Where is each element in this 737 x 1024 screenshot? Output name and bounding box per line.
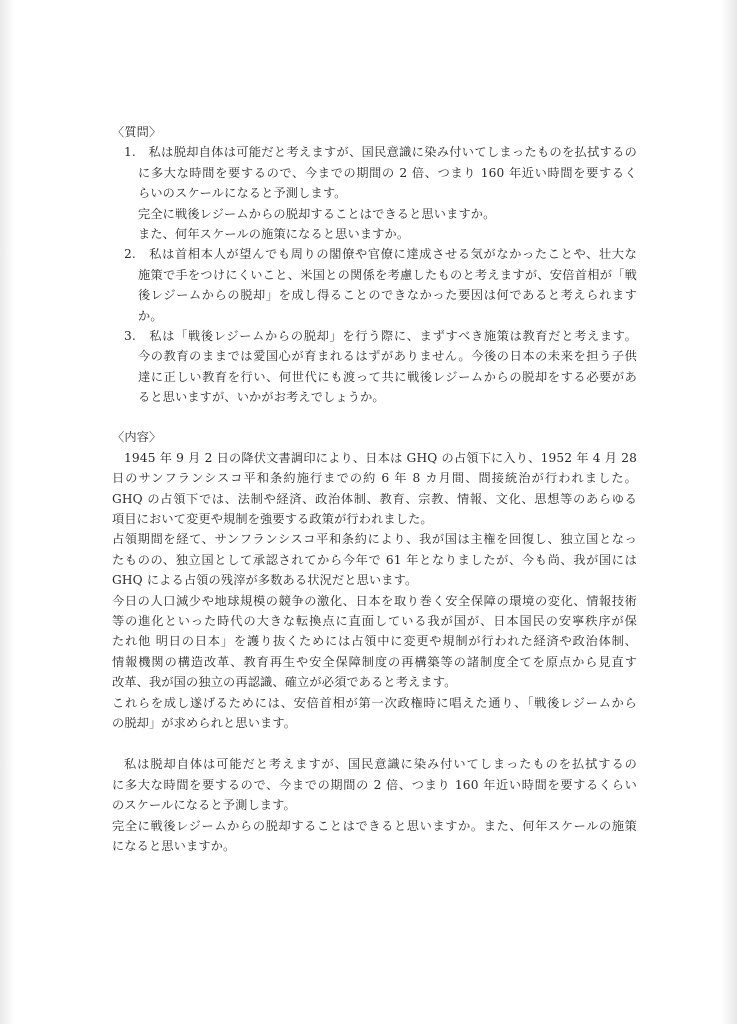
question-line: に多大な時間を要するので、今までの期間の 2 倍、つまり 160 年近い時間を要するく bbox=[138, 165, 637, 180]
content-line: これらを成し遂げるためには、安倍首相が第一次政権時に唱えた通り、「戦後レジームから bbox=[112, 695, 637, 710]
content-line: 等の進化といった時代の大きな転換点に直面している我が国が、日本国民の安寧秩序が保 bbox=[112, 613, 637, 628]
section-gap bbox=[112, 733, 637, 754]
question-line: 完全に戦後レジームからの脱却することはできると思いますか。 bbox=[138, 206, 496, 221]
page-edge-left bbox=[0, 0, 14, 1024]
question-line: 3. 私は「戦後レジームからの脱却」を行う際に、まずすべき施策は教育だと考えます。 bbox=[124, 328, 637, 343]
closing-section bbox=[112, 754, 637, 856]
section-gap bbox=[112, 407, 637, 427]
content-line: GHQ による占領の残滓が多数ある状況だと思います。 bbox=[112, 573, 418, 588]
content-heading: 〈内容〉 bbox=[112, 430, 162, 445]
content-line: 改革、我が国の独立の再認識、確立が必須であると考えます。 bbox=[112, 675, 457, 690]
content-line: 項目において変更や規制を強要する政策が行われました。 bbox=[112, 512, 433, 527]
question-line: か。 bbox=[138, 308, 163, 323]
content-section bbox=[112, 448, 637, 733]
content-line: 情報機関の構造改革、教育再生や安全保障制度の再構築等の諸制度全てを原点から見直す bbox=[112, 654, 637, 669]
closing-line: に多大な時間を要するので、今までの期間の 2 倍、つまり 160 年近い時間を要するくらい bbox=[112, 777, 637, 792]
page-edge-right bbox=[721, 0, 737, 1024]
content-line: 今日の人口減少や地球規模の競争の激化、日本を取り巻く安全保障の環境の変化、情報技術 bbox=[112, 593, 637, 608]
content-line: たれ他 明日の日本」を護り抜くためには占領中に変更や規制が行われた経済や政治体制、 bbox=[112, 634, 637, 649]
closing-line: になると思いますか。 bbox=[112, 838, 236, 853]
question-line: 後レジームからの脱却」を成し得ることのできなかった要因は何であると考えられます bbox=[138, 288, 637, 303]
document-body bbox=[112, 122, 637, 856]
question-line: 2. 私は首相本人が望んでも周りの閣僚や官僚に達成させる気がなかったことや、壮大な bbox=[124, 247, 637, 262]
question-line: 1. 私は脱却自体は可能だと考えますが、国民意識に染み付いてしまったものを払拭するの bbox=[124, 145, 637, 160]
content-line: たものの、独立国として承認されてから今年で 61 年となりましたが、今も尚、我が国には bbox=[112, 552, 637, 567]
question-line: また、何年スケールの施策になると思いますか。 bbox=[138, 226, 410, 241]
content-line: の脱却」が求められと思います。 bbox=[112, 715, 297, 730]
question-heading: 〈質問〉 bbox=[112, 125, 162, 139]
content-line: 日のサンフランシスコ平和条約施行までの約 6 年 8 カ月間、間接統治が行われました。 bbox=[112, 471, 637, 486]
question-line: ると思いますが、いかがお考えでしょうか。 bbox=[138, 390, 385, 405]
content-line: 占領期間を経て、サンフランシスコ平和条約により、我が国は主権を回復し、独立国となっ bbox=[112, 532, 637, 547]
question-line: 施策で手をつけにくいこと、米国との関係を考慮したものと考えますが、安倍首相が「戦 bbox=[138, 267, 637, 282]
closing-line: のスケールになると予測します。 bbox=[112, 798, 296, 813]
question-line: らいのスケールになると予測します。 bbox=[138, 186, 347, 201]
question-line: 達に正しい教育を行い、何世代にも渡って共に戦後レジームからの脱却をする必要があ bbox=[138, 369, 637, 384]
content-line: GHQ の占領下では、法制や経済、政治体制、教育、宗教、情報、文化、思想等のあらゆる bbox=[112, 491, 637, 506]
content-line: 1945 年 9 月 2 日の降伏文書調印により、日本は GHQ の占領下に入り、1952 年 4 月 28 bbox=[124, 450, 637, 465]
question-line: 今の教育のままでは愛国心が育まれるはずがありません。今後の日本の未来を担う子供 bbox=[138, 349, 637, 364]
question-section bbox=[112, 142, 637, 407]
closing-line: 私は脱却自体は可能だと考えますが、国民意識に染み付いてしまったものを払拭するの bbox=[124, 757, 637, 772]
closing-line: 完全に戦後レジームからの脱却することはできると思いますか。また、何年スケールの施策 bbox=[112, 818, 637, 833]
